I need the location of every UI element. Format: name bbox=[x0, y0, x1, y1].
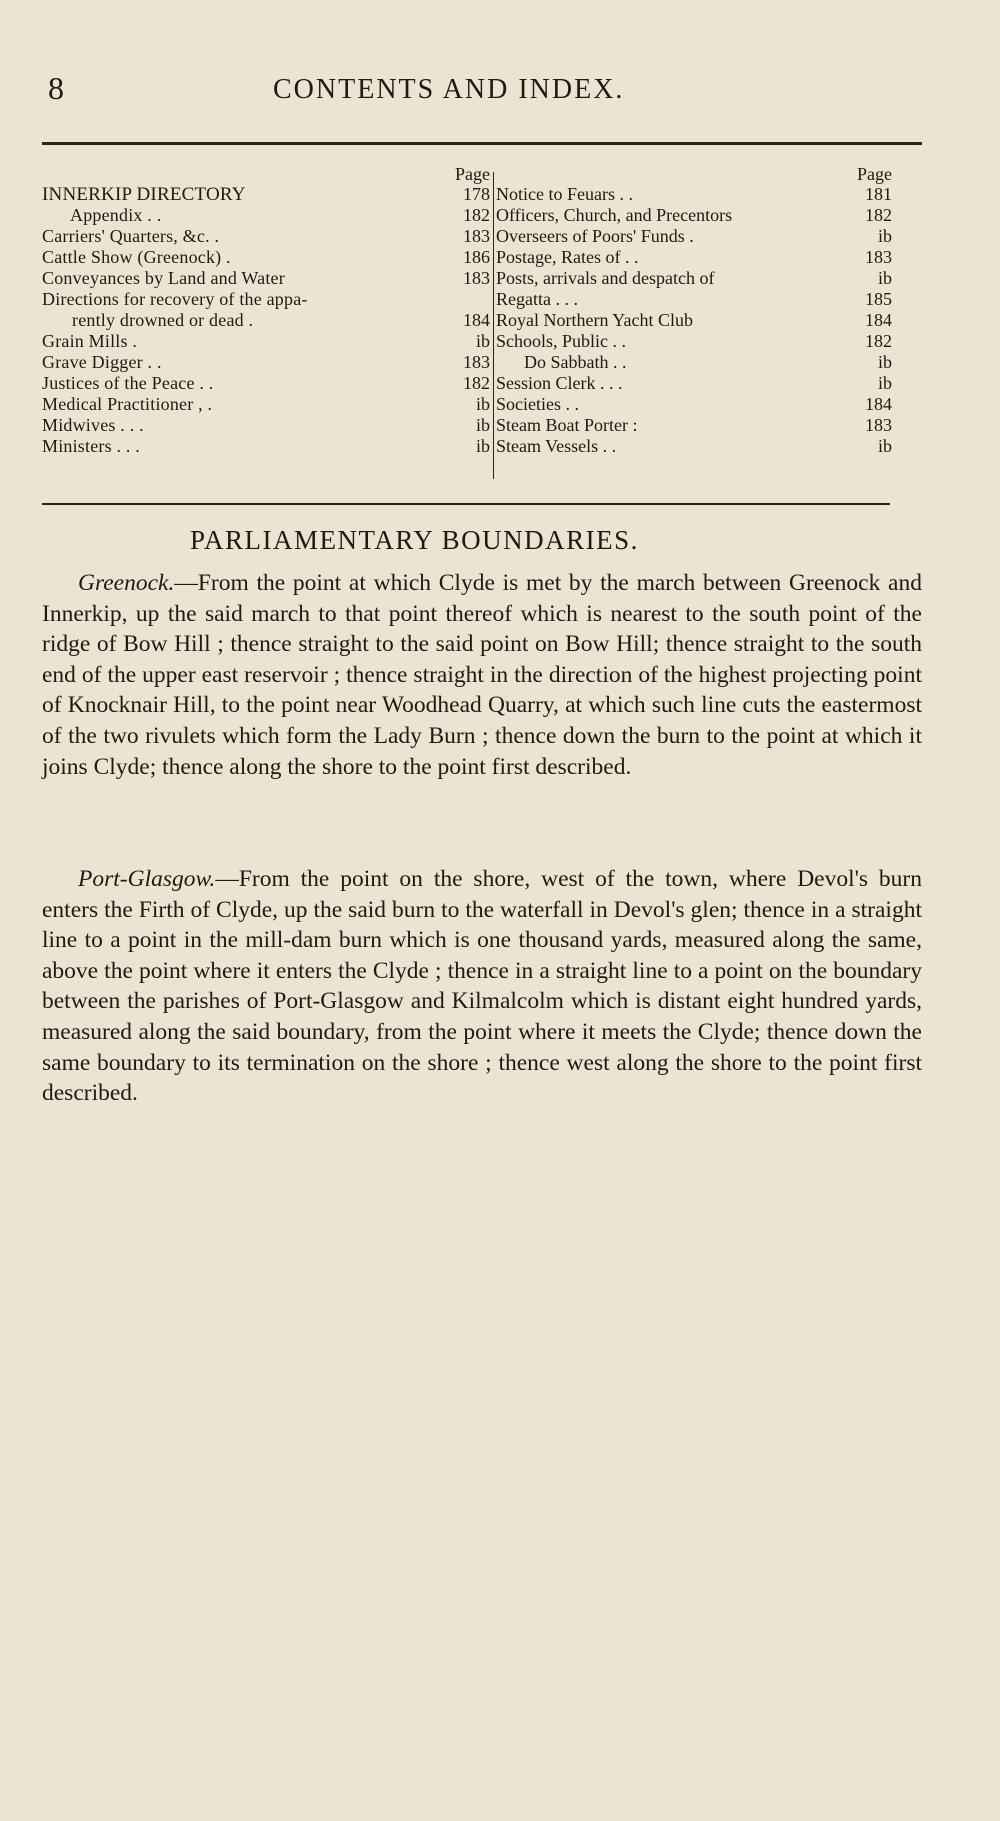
index-page: 183 bbox=[865, 247, 892, 267]
index-page: 185 bbox=[865, 289, 892, 309]
index-label: Regatta . . . bbox=[496, 289, 578, 309]
index-page: 182 bbox=[865, 331, 892, 351]
index-entry bbox=[42, 268, 490, 289]
index-entry bbox=[496, 289, 892, 310]
index-label: Do Sabbath . . bbox=[524, 352, 627, 372]
index-label: Posts, arrivals and despatch of bbox=[496, 268, 715, 288]
index-column-right bbox=[496, 164, 892, 457]
index-label: Royal Northern Yacht Club bbox=[496, 310, 693, 330]
index-entry bbox=[42, 184, 490, 205]
index-entry bbox=[496, 394, 892, 415]
index-label: Officers, Church, and Precentors bbox=[496, 205, 733, 225]
index-entry bbox=[42, 226, 490, 247]
index-page: ib bbox=[475, 394, 490, 414]
index-entry bbox=[42, 205, 490, 226]
page-header bbox=[48, 70, 928, 120]
index-entry bbox=[42, 331, 490, 352]
index-page: 182 bbox=[463, 373, 490, 393]
index-page: 184 bbox=[865, 394, 892, 414]
place-name: Port-Glasgow. bbox=[78, 866, 216, 892]
index-label: Notice to Feuars . . bbox=[496, 184, 633, 204]
index-page: ib bbox=[877, 352, 892, 372]
index-entry bbox=[42, 436, 490, 457]
index-label: Cattle Show (Greenock) . bbox=[42, 247, 231, 267]
index-label: Steam Vessels . . bbox=[496, 436, 617, 456]
index-entry bbox=[42, 352, 490, 373]
index-label: Medical Practitioner , . bbox=[42, 394, 213, 414]
index-page: ib bbox=[475, 415, 490, 435]
index-entry bbox=[42, 247, 490, 268]
place-name: Greenock. bbox=[78, 570, 175, 596]
index-entry bbox=[42, 310, 490, 331]
index-label: Appendix . . bbox=[70, 205, 162, 225]
page-number: 8 bbox=[48, 70, 64, 106]
index-entry bbox=[496, 184, 892, 205]
index-page: 183 bbox=[463, 352, 490, 372]
section-title: PARLIAMENTARY BOUNDARIES. bbox=[190, 525, 639, 555]
index-entry bbox=[496, 415, 892, 436]
index-entry bbox=[42, 394, 490, 415]
index-label: Conveyances by Land and Water bbox=[42, 268, 285, 288]
index-entry bbox=[42, 415, 490, 436]
index-page: 181 bbox=[865, 184, 892, 204]
top-rule bbox=[42, 142, 922, 145]
directory-title: INNERKIP DIRECTORY bbox=[42, 184, 246, 205]
index-page: 182 bbox=[463, 205, 490, 225]
index-entry bbox=[496, 310, 892, 331]
paragraph-text: —From the point at which Clyde is met by the march between Greenock and Innerkip, up the said march to that point thereof which is nearest to the south point of the ridge of Bow Hill ; thence straight to the said point on Bow Hill; thence straight to the south end of the upper east reservoir ; thence straight in the direction of the highest projecting point of Knocknair Hill, to the point near Woodhead Quarry, at which such line cuts the eastermost of the two rivulets which form the Lady Burn ; thence down the burn to the point at which it joins Clyde; thence along the shore to the point first described. bbox=[42, 570, 922, 780]
index-page: ib bbox=[877, 373, 892, 393]
index-page: ib bbox=[877, 268, 892, 288]
running-title: CONTENTS AND INDEX. bbox=[273, 74, 625, 105]
index-page: 183 bbox=[463, 226, 490, 246]
page-column-header: Page bbox=[455, 164, 490, 184]
index-label: Session Clerk . . . bbox=[496, 373, 623, 393]
index-label: Directions for recovery of the appa- bbox=[42, 289, 308, 309]
index-label: Ministers . . . bbox=[42, 436, 141, 456]
index-entry bbox=[496, 331, 892, 352]
index-page: 182 bbox=[865, 205, 892, 225]
index-label: Grain Mills . bbox=[42, 331, 138, 351]
index-label: Midwives . . . bbox=[42, 415, 144, 435]
index-label: Societies . . bbox=[496, 394, 579, 414]
column-divider bbox=[493, 172, 494, 479]
index-page: 183 bbox=[865, 415, 892, 435]
index-page: 184 bbox=[865, 310, 892, 330]
paragraph-text: —From the point on the shore, west of the town, where Devol's burn enters the Firth of Clyde, up the said burn to the waterfall in Devol's glen; thence in a straight line to a point in the mill-dam burn which is one thousand yards, measured along the same, above the point where it enters the Clyde ; thence in a straight line to a point on the boundary between the parishes of Port-Glasgow and Kilmalcolm which is distant eight hundred yards, measured along the said boundary, from the point where it meets the Clyde; thence down the same boundary to its termination on the shore ; thence west along the shore to the point first described. bbox=[42, 866, 922, 1107]
index-page: 184 bbox=[463, 310, 490, 330]
index-label: Overseers of Poors' Funds . bbox=[496, 226, 694, 246]
index-column-left bbox=[42, 164, 490, 457]
index-entry bbox=[496, 205, 892, 226]
index-entry bbox=[496, 247, 892, 268]
index-label: Justices of the Peace . . bbox=[42, 373, 214, 393]
boundary-paragraph-greenock bbox=[42, 568, 922, 782]
index-entry bbox=[496, 226, 892, 247]
index-label: Carriers' Quarters, &c. . bbox=[42, 226, 220, 246]
boundary-paragraph-port-glasgow bbox=[42, 864, 922, 1109]
index-page: 186 bbox=[463, 247, 490, 267]
index-page: 183 bbox=[463, 268, 490, 288]
section-rule bbox=[42, 503, 890, 505]
index-label: Steam Boat Porter : bbox=[496, 415, 638, 435]
index-entry bbox=[42, 289, 490, 310]
index-entry bbox=[496, 268, 892, 289]
index-label: Schools, Public . . bbox=[496, 331, 627, 351]
index-page: ib bbox=[475, 331, 490, 351]
index-page: ib bbox=[877, 436, 892, 456]
index-page: 178 bbox=[463, 184, 490, 204]
index-entry bbox=[496, 436, 892, 457]
index-page: ib bbox=[877, 226, 892, 246]
index-label: rently drowned or dead . bbox=[72, 310, 254, 330]
index-entry bbox=[496, 373, 892, 394]
index-entry bbox=[42, 373, 490, 394]
index-entry bbox=[496, 352, 892, 373]
index-label: Grave Digger . . bbox=[42, 352, 162, 372]
index-label: Postage, Rates of . . bbox=[496, 247, 639, 267]
page-column-header: Page bbox=[857, 164, 892, 184]
index-page: ib bbox=[475, 436, 490, 456]
